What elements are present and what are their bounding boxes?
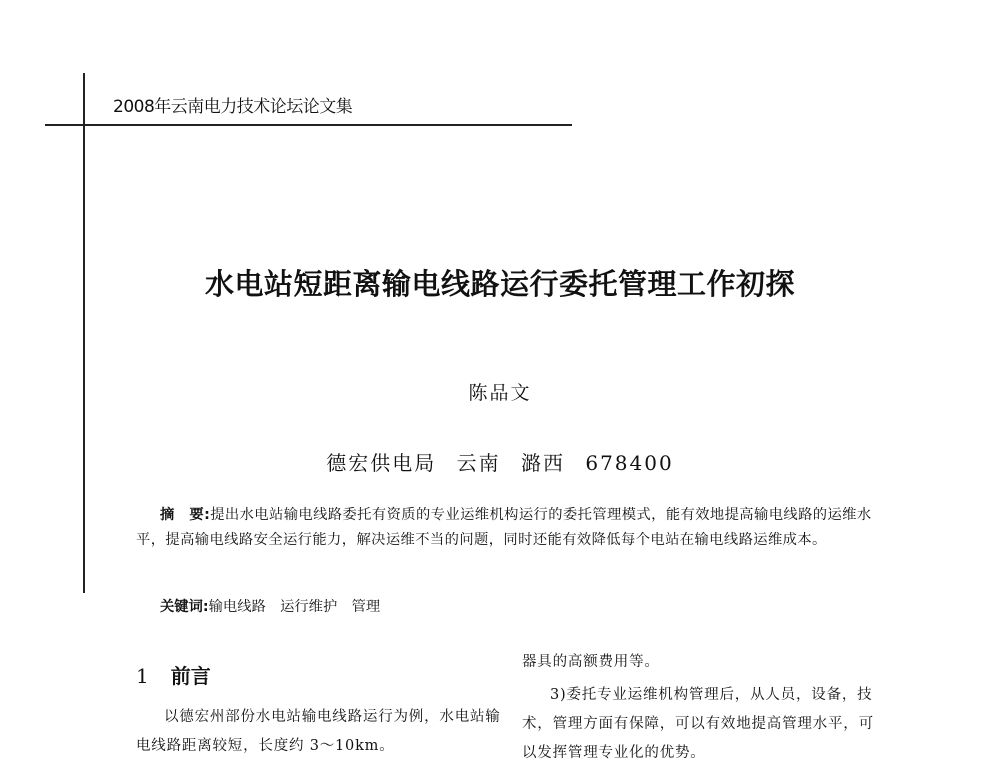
margin-vertical-rule: [83, 73, 85, 593]
paragraph: 3)委托专业运维机构管理后，从人员，设备，技术，管理方面有保障，可以有效地提高管理水平，可以发挥管理专业化的优势。: [522, 687, 874, 761]
body-left-column: 以德宏州部份水电站输电线路运行为例，水电站输电线路距离较短，长度约 3～10km。: [136, 709, 501, 754]
running-header: 2008年云南电力技术论坛论文集: [113, 97, 353, 117]
abstract-text: 提出水电站输电线路委托有资质的专业运维机构运行的委托管理模式，能有效地提高输电线路的运维水平，提高输电线路安全运行能力，解决运维不当的问题，同时还能有效降低每个电站在输电线路运维成本。: [136, 507, 872, 548]
keywords: [160, 596, 380, 616]
section-heading: [136, 660, 211, 689]
section-number: 1: [136, 664, 149, 688]
author: 陈品文: [468, 382, 532, 404]
body-right-column: [522, 648, 882, 768]
paragraph: 器具的高额费用等。: [522, 654, 660, 670]
affiliation: 德宏供电局 云南 潞西 678400: [326, 451, 674, 475]
abstract: [136, 503, 876, 553]
section-title: 前言: [170, 664, 211, 688]
keywords-text: 输电线路 运行维护 管理: [208, 599, 381, 615]
header-rule: [45, 124, 572, 126]
abstract-label: 摘 要:: [160, 507, 211, 523]
keywords-label: 关键词:: [160, 599, 209, 615]
paper-title: 水电站短距离输电线路运行委托管理工作初探: [204, 267, 795, 301]
